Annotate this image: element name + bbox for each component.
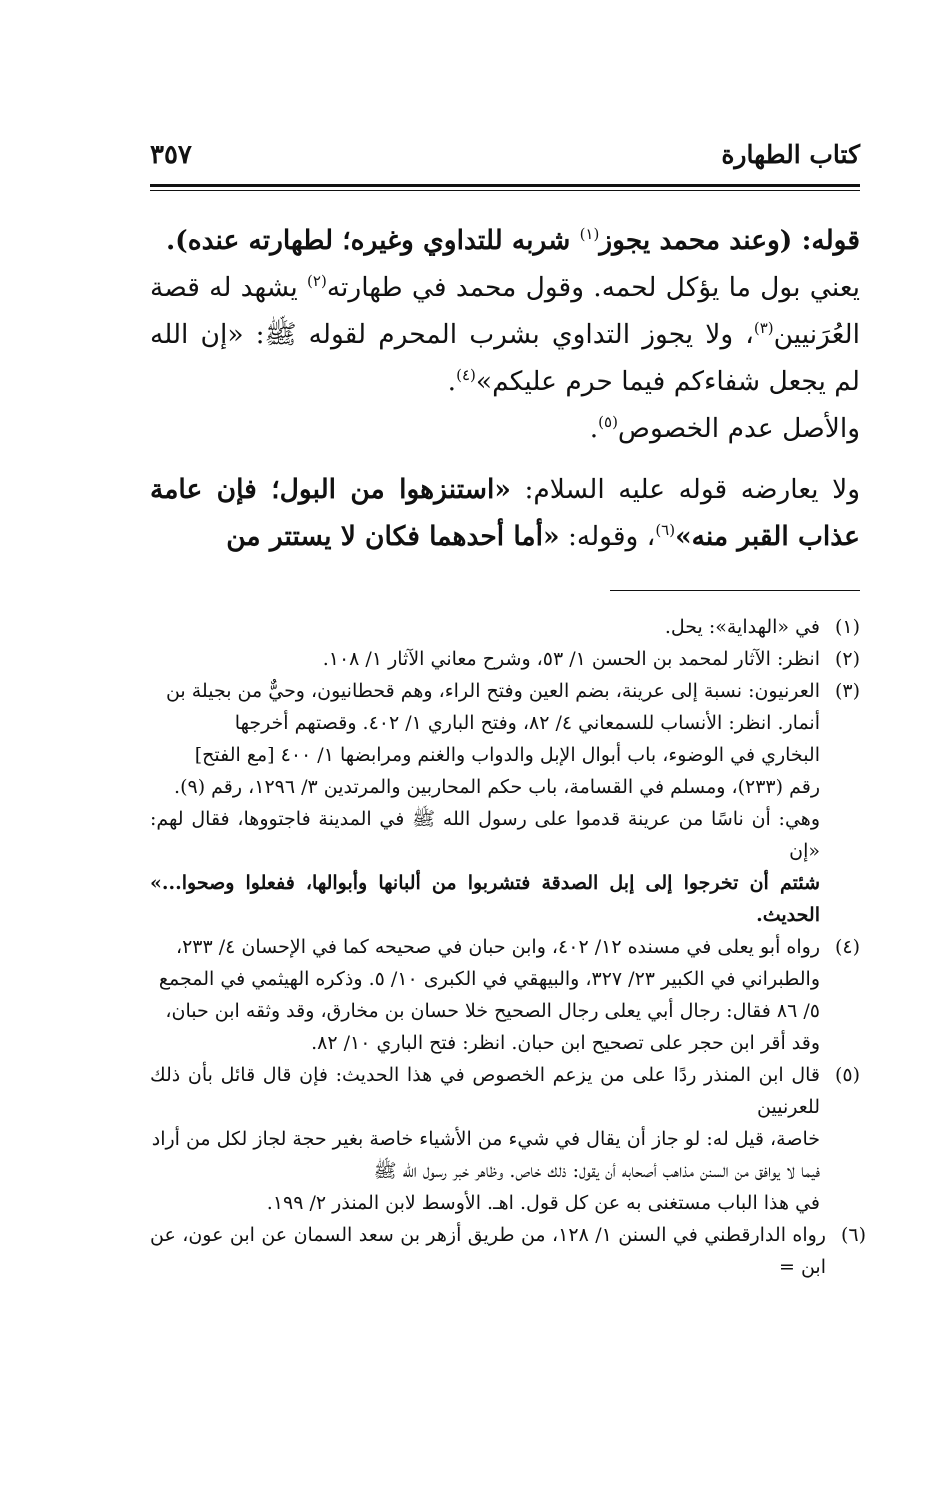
p2-text-c: ، ولا يجوز التداوي بشرب المحرم لقوله ﷺ: «إن الله لم يجعل شفاءكم فيما حرم عليكم»	[150, 319, 860, 397]
hadith-quote-1: «استنزهوا من البول؛ فإن عامة عذاب القبر منه»	[150, 474, 860, 552]
footnote-ref-5[interactable]: (٥)	[598, 413, 618, 432]
footnote-line: في «الهداية»: يحل.	[664, 616, 820, 638]
footnote-6	[150, 1219, 866, 1283]
footnote-5	[150, 1059, 860, 1219]
quote-heading: قوله: (وعند محمد يجوز	[599, 225, 860, 256]
paragraph-4	[150, 466, 860, 560]
footnote-line: شئتم أن تخرجوا إلى إبل الصدقة فتشربوا من ألبانها وأبوالها، ففعلوا وصحوا...» الحديث.	[150, 872, 820, 926]
footnote-line: رقم (٢٣٣)، ومسلم في القسامة، باب حكم المحاربين والمرتدين ٣/ ١٢٩٦، رقم (٩).	[174, 776, 820, 798]
footnote-ref-6[interactable]: (٦)	[655, 521, 676, 540]
p2-text-b: يشهد له قصة العُرَنيين	[150, 272, 860, 350]
footnote-number: (٤)	[834, 936, 860, 958]
footnote-ref-2[interactable]: (٢)	[307, 272, 327, 291]
footnote-separator	[610, 590, 860, 591]
p2-text-a: يعني بول ما يؤكل لحمه. وقول محمد في طهارته	[326, 272, 860, 303]
footnote-line: البخاري في الوضوء، باب أبوال الإبل والدواب والغنم ومرابضها ١/ ٤٠٠ [مع الفتح]	[194, 744, 820, 766]
hadith-quote-2: «أما أحدهما فكان لا يستتر من	[226, 521, 560, 552]
footnote-number: (٣)	[834, 680, 860, 702]
paragraph-1	[150, 217, 860, 264]
quote-heading-cont: شربه للتداوي وغيره؛ لطهارته عنده).	[165, 225, 580, 256]
footnote-4	[150, 931, 860, 1059]
header-rule-thin	[150, 190, 860, 191]
footnote-line: قال ابن المنذر ردًا على من يزعم الخصوص في هذا الحديث: فإن قال قائل بأن ذلك للعرنيين	[150, 1064, 820, 1118]
p4-text-a: ولا يعارضه قوله عليه السلام:	[510, 474, 860, 505]
footnote-line: أنمار. انظر: الأنساب للسمعاني ٤/ ٨٢، وفتح الباري ١/ ٤٠٢. وقصتهم أخرجها	[234, 712, 820, 734]
header-rule-thick	[150, 184, 860, 187]
footnote-line: وقد أقر ابن حجر على تصحيح ابن حبان. انظر: فتح الباري ١٠/ ٨٢.	[311, 1032, 820, 1054]
footnote-line: والطبراني في الكبير ٢٣/ ٣٢٧، والبيهقي في الكبرى ١٠/ ٥. وذكره الهيثمي في المجمع	[158, 968, 820, 990]
footnote-3	[150, 675, 860, 931]
footnote-line: رواه الدارقطني في السنن ١/ ١٢٨، من طريق أزهر بن سعد السمان عن ابن عون، عن ابن =	[150, 1224, 826, 1278]
footnote-line: خاصة، قيل له: لو جاز أن يقال في شيء من الأشياء خاصة بغير حجة لجاز لكل من أراد	[151, 1128, 820, 1150]
footnote-line: رواه أبو يعلى في مسنده ١٢/ ٤٠٢، وابن حبان في صحيحه كما في الإحسان ٤/ ٢٣٣،	[175, 936, 820, 958]
footnote-ref-4[interactable]: (٤)	[456, 366, 476, 385]
paragraph-2	[150, 264, 860, 405]
footnote-line: في هذا الباب مستغنى به عن كل قول. اهـ. الأوسط لابن المنذر ٢/ ١٩٩.	[266, 1192, 820, 1214]
main-text	[150, 217, 860, 560]
footnotes	[150, 611, 866, 1283]
p2-text-d: .	[447, 366, 457, 397]
paragraph-3	[150, 405, 860, 452]
footnote-line: وهي: أن ناسًا من عرينة قدموا على رسول الله ﷺ في المدينة فاجتووها، فقال لهم: «إن	[150, 808, 820, 862]
p3-text-b: .	[589, 413, 599, 444]
footnote-ref-1[interactable]: (١)	[579, 225, 600, 244]
p4-text-b: ، وقوله:	[559, 521, 656, 552]
header-book-title: كتاب الطهارة	[721, 140, 860, 169]
footnote-1	[150, 611, 860, 643]
footnote-line: ٥/ ٨٦ فقال: رجال أبي يعلى رجال الصحيح خلا حسان بن مخارق، وقد وثقه ابن حبان،	[165, 1000, 820, 1022]
footnote-number: (٦)	[840, 1224, 866, 1246]
book-page	[150, 140, 866, 1283]
footnote-number: (٢)	[834, 648, 860, 670]
footnote-line: فيما لا يوافق من السنن مذاهب أصحابه أن يقول: ذلك خاص. وظاهر خبر رسول الله ﷺ	[373, 1160, 820, 1182]
footnote-number: (٥)	[834, 1064, 860, 1086]
running-header	[150, 140, 860, 180]
p3-text-a: والأصل عدم الخصوص	[617, 413, 860, 444]
footnote-2	[150, 643, 860, 675]
footnote-ref-3[interactable]: (٣)	[753, 319, 774, 338]
page-number: ٣٥٧	[150, 140, 192, 170]
footnote-line: انظر: الآثار لمحمد بن الحسن ١/ ٥٣، وشرح معاني الآثار ١/ ١٠٨.	[322, 648, 820, 670]
footnote-line: العرنيون: نسبة إلى عرينة، بضم العين وفتح الراء، وهم قحطانيون، وحيٌّ من بجيلة بن	[165, 680, 820, 702]
footnote-number: (١)	[834, 616, 860, 638]
